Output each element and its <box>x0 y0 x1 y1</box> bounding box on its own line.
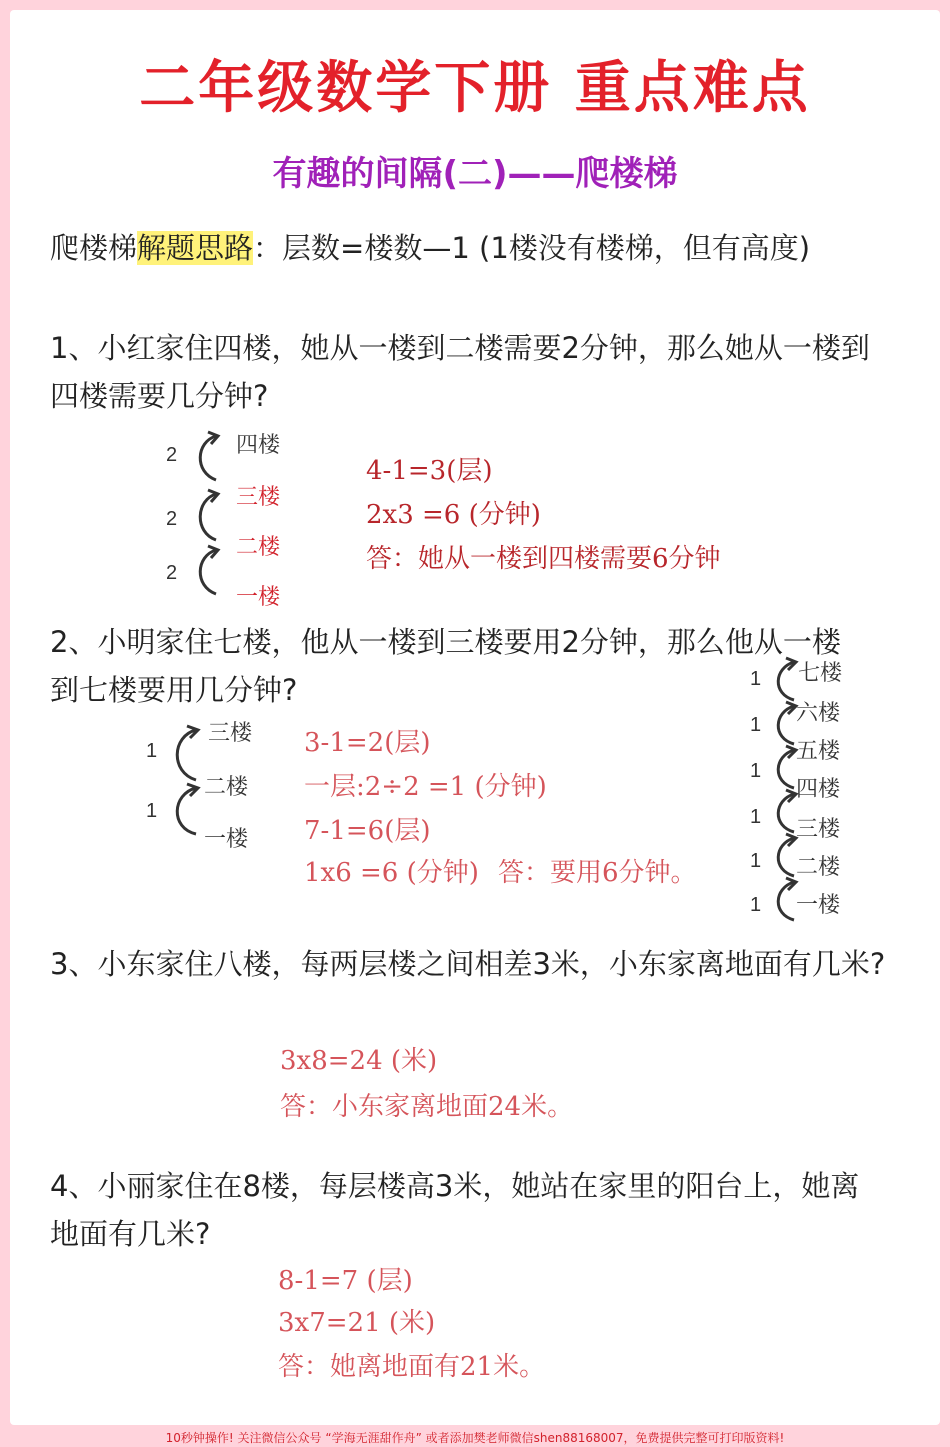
floor-label: 四楼 <box>236 433 281 458</box>
method-prefix: 爬楼梯 <box>50 231 138 265</box>
q3-text-line1: 3、小东家住八楼，每两层楼之间相差3米，小东家离地面有几米? <box>50 947 886 981</box>
stair-step-number: 1 <box>750 806 762 828</box>
floor-label: 三楼 <box>796 817 841 842</box>
stair-step-number: 1 <box>750 894 762 916</box>
floor-label: 一楼 <box>796 893 841 918</box>
page-subtitle: 有趣的间隔(二)——爬楼梯 <box>272 154 678 194</box>
floor-label: 二楼 <box>236 535 281 560</box>
q2-answer-line: 1x6 =6 (分钟) <box>304 858 479 888</box>
stair-step-number: 2 <box>166 562 178 584</box>
floor-label: 三楼 <box>208 721 253 746</box>
q4-text-line1: 4、小丽家住在8楼，每层楼高3米，她站在家里的阳台上，她离 <box>50 1169 860 1203</box>
floor-label: 六楼 <box>796 701 841 726</box>
q2-text-line2: 到七楼要用几分钟? <box>50 673 298 707</box>
stair-arrows-icon <box>194 428 224 608</box>
q1-answer-line: 4-1=3(层) <box>366 456 493 486</box>
method-rest: ：层数=楼数—1 (1楼没有楼梯，但有高度) <box>253 231 811 265</box>
footer-note: 10秒钟操作! 关注微信公众号 “学海无涯甜作舟” 或者添加樊老师微信shen88168007，免费提供完整可打印版资料! <box>165 1431 785 1445</box>
stair-step-number: 1 <box>146 740 158 762</box>
q3-answer-line: 3x8=24 (米) <box>280 1046 438 1076</box>
q2-answer-conclusion: 答：要用6分钟。 <box>498 858 697 888</box>
q4-answer-line: 3x7=21 (米) <box>278 1308 436 1338</box>
stair-step-number: 1 <box>146 800 158 822</box>
floor-label: 一楼 <box>204 827 249 852</box>
q2-answer-line: 3-1=2(层) <box>304 728 431 758</box>
q1-text-line1: 1、小红家住四楼，她从一楼到二楼需要2分钟，那么她从一楼到 <box>50 331 870 365</box>
method-highlight: 解题思路 <box>137 231 254 265</box>
floor-label: 三楼 <box>236 485 281 510</box>
method-line <box>50 226 810 267</box>
q1-answer-line: 答：她从一楼到四楼需要6分钟 <box>366 544 721 574</box>
floor-label: 七楼 <box>798 661 843 686</box>
stair-step-number: 2 <box>166 508 178 530</box>
q1-text-line2: 四楼需要几分钟? <box>50 379 269 413</box>
stair-step-number: 1 <box>750 850 762 872</box>
stair-arrows-icon <box>170 722 204 842</box>
floor-label: 二楼 <box>204 775 249 800</box>
floor-label: 四楼 <box>796 777 841 802</box>
page-title: 二年级数学下册 重点难点 <box>139 56 811 121</box>
q2-answer-line: 7-1=6(层) <box>304 816 431 846</box>
floor-label: 一楼 <box>236 585 281 610</box>
floor-label: 五楼 <box>796 739 841 764</box>
floor-label: 二楼 <box>796 855 841 880</box>
q4-answer-line: 答：她离地面有21米。 <box>278 1352 546 1382</box>
q3-answer-line: 答：小东家离地面24米。 <box>280 1092 574 1122</box>
stair-step-number: 1 <box>750 668 762 690</box>
q4-answer-line: 8-1=7 (层) <box>278 1266 413 1296</box>
stair-step-number: 1 <box>750 760 762 782</box>
q4-text-line2: 地面有几米? <box>50 1217 211 1251</box>
q2-text-line1: 2、小明家住七楼，他从一楼到三楼要用2分钟，那么他从一楼 <box>50 625 841 659</box>
stair-step-number: 1 <box>750 714 762 736</box>
q2-answer-line: 一层:2÷2 =1 (分钟) <box>304 772 547 802</box>
q1-answer-line: 2x3 =6 (分钟) <box>366 500 541 530</box>
stair-step-number: 2 <box>166 444 178 466</box>
